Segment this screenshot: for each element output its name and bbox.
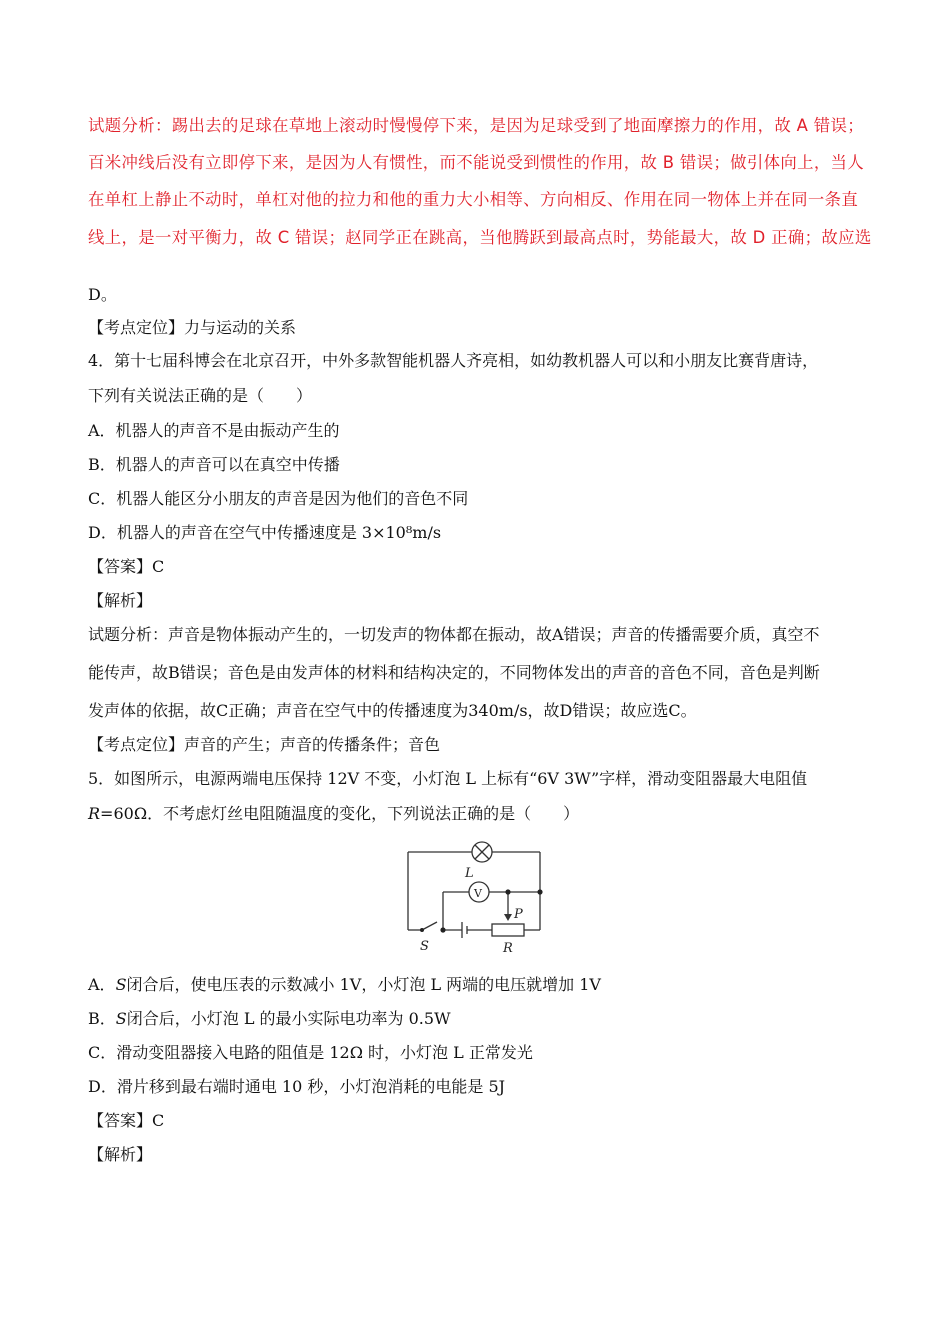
q4-analysis-line-1: 试题分析：声音是物体振动产生的，一切发声的物体都在振动，故A错误；声音的传播需要介质，真空不 xyxy=(88,625,820,644)
q5-option-a-var: S xyxy=(115,975,127,994)
resistor-symbol xyxy=(492,924,524,936)
q4-option-c: C．机器人能区分小朋友的声音是因为他们的音色不同 xyxy=(88,489,469,508)
q4-option-b: B．机器人的声音可以在真空中传播 xyxy=(88,455,340,474)
junction-switch xyxy=(440,927,445,932)
q3-analysis-line-3: 在单杠上静止不动时，单杠对他的拉力和他的重力大小相等、方向相反、作用在同一物体上并在同一条直 xyxy=(88,190,859,209)
q5-option-c: C．滑动变阻器接入电路的阻值是 12Ω 时，小灯泡 L 正常发光 xyxy=(88,1043,533,1062)
slider-arrow xyxy=(504,914,512,921)
label-slider: P xyxy=(514,907,523,922)
q3-analysis-line-4: 线上，是一对平衡力，故 C 错误；赵同学正在跳高，当他腾跃到最高点时，势能最大，故 D 正确；故应选 xyxy=(88,228,872,247)
junction-right xyxy=(537,889,542,894)
q4-answer: 【答案】C xyxy=(88,557,165,576)
q5-option-b-text: 闭合后，小灯泡 L 的最小实际电功率为 0.5W xyxy=(126,1009,451,1028)
q5-stem-line-2-text: =60Ω．不考虑灯丝电阻随温度的变化，下列说法正确的是（ ） xyxy=(100,804,580,823)
q4-jiexi: 【解析】 xyxy=(88,591,153,610)
q5-option-b xyxy=(88,1009,451,1029)
q4-stem-line-1: 4．第十七届科博会在北京召开，中外多款智能机器人齐亮相，如幼教机器人可以和小朋友比赛背唐诗， xyxy=(88,351,819,370)
q5-var-r: R xyxy=(88,804,101,823)
q5-option-d: D．滑片移到最右端时通电 10 秒，小灯泡消耗的电能是 5J xyxy=(88,1077,506,1096)
q5-stem-line-1: 5．如图所示，电源两端电压保持 12V 不变，小灯泡 L 上标有“6V 3W”字样，滑动变阻器最大电阻值 xyxy=(88,769,808,788)
q3-analysis-line-1: 试题分析：踢出去的足球在草地上滚动时慢慢停下来，是因为足球受到了地面摩擦力的作用，故 A 错误； xyxy=(88,116,865,135)
q5-option-a-text: 闭合后，使电压表的示数减小 1V，小灯泡 L 两端的电压就增加 1V xyxy=(126,975,601,994)
q3-analysis-line-2: 百米冲线后没有立即停下来，是因为人有惯性，而不能说受到惯性的作用，故 B 错误；做引体向上，当人 xyxy=(88,153,865,172)
switch-blade xyxy=(422,922,437,930)
q5-option-a xyxy=(88,975,601,995)
q4-kaodian: 【考点定位】声音的产生；声音的传播条件；音色 xyxy=(88,735,441,754)
label-lamp: L xyxy=(465,866,474,881)
junction-slider xyxy=(505,889,510,894)
q3-kaodian: 【考点定位】力与运动的关系 xyxy=(88,318,297,337)
q5-option-b-prefix: B． xyxy=(88,1009,116,1028)
q5-option-b-var: S xyxy=(115,1009,127,1028)
q5-answer: 【答案】C xyxy=(88,1111,165,1130)
q5-option-a-prefix: A． xyxy=(88,975,116,994)
label-voltmeter: V xyxy=(474,887,482,900)
q4-analysis-line-3: 发声体的依据，故C正确；声音在空气中的传播速度为340m/s，故D错误；故应选C。 xyxy=(88,701,697,720)
label-resistor: R xyxy=(503,941,513,956)
q4-analysis-line-2: 能传声，故B错误；音色是由发声体的材料和结构决定的，不同物体发出的声音的音色不同，音色是判断 xyxy=(88,663,820,682)
q5-stem-line-2 xyxy=(88,804,579,824)
q4-stem-line-2: 下列有关说法正确的是（ ） xyxy=(88,386,313,405)
q4-option-d: D．机器人的声音在空气中传播速度是 3×10⁸m/s xyxy=(88,523,442,542)
q3-analysis-line-5: D。 xyxy=(88,285,117,304)
label-switch: S xyxy=(420,939,429,954)
q5-jiexi: 【解析】 xyxy=(88,1145,153,1164)
q4-option-a: A．机器人的声音不是由振动产生的 xyxy=(88,421,340,440)
switch-contact xyxy=(420,928,424,932)
circuit-diagram xyxy=(400,840,550,958)
